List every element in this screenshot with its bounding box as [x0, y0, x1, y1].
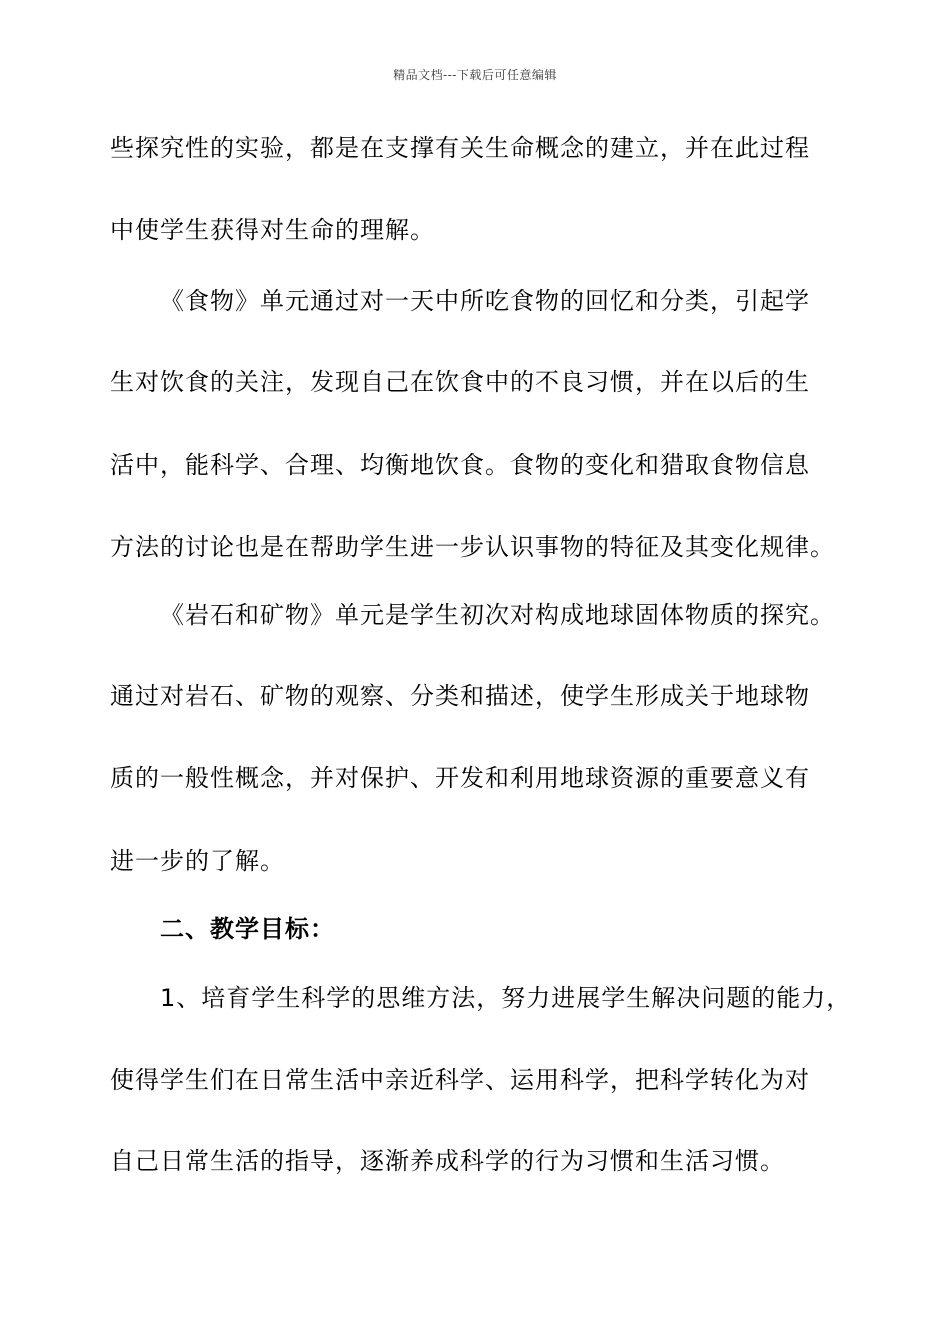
body-line-14: 自己日常生活的指导，逐渐养成科学的行为习惯和生活习惯。 — [110, 1147, 785, 1175]
body-line-10: 进一步的了解。 — [110, 847, 285, 875]
body-line-1: 些探究性的实验，都是在支撑有关生命概念的建立，并在此过程 — [110, 134, 810, 162]
body-line-3: 《食物》单元通过对一天中所吃食物的回忆和分类，引起学 — [160, 287, 810, 315]
body-line-2: 中使学生获得对生命的理解。 — [110, 216, 435, 244]
section-heading: 二、教学目标： — [160, 915, 335, 943]
body-line-12: 1、培育学生科学的思维方法，努力进展学生解决问题的能力， — [160, 984, 852, 1012]
body-line-13: 使得学生们在日常生活中亲近科学、运用科学，把科学转化为对 — [110, 1066, 810, 1094]
body-line-9: 质的一般性概念，并对保护、开发和利用地球资源的重要意义有 — [110, 764, 810, 792]
page-header: 精品文档---下载后可任意编辑 — [393, 68, 557, 82]
body-line-5: 活中，能科学、合理、均衡地饮食。食物的变化和猎取食物信息 — [110, 451, 810, 479]
body-line-7: 《岩石和矿物》单元是学生初次对构成地球固体物质的探究。 — [160, 601, 835, 629]
body-line-8: 通过对岩石、矿物的观察、分类和描述，使学生形成关于地球物 — [110, 682, 810, 710]
body-line-6: 方法的讨论也是在帮助学生进一步认识事物的特征及其变化规律。 — [110, 533, 835, 561]
body-line-4: 生对饮食的关注，发现自己在饮食中的不良习惯，并在以后的生 — [110, 368, 810, 396]
